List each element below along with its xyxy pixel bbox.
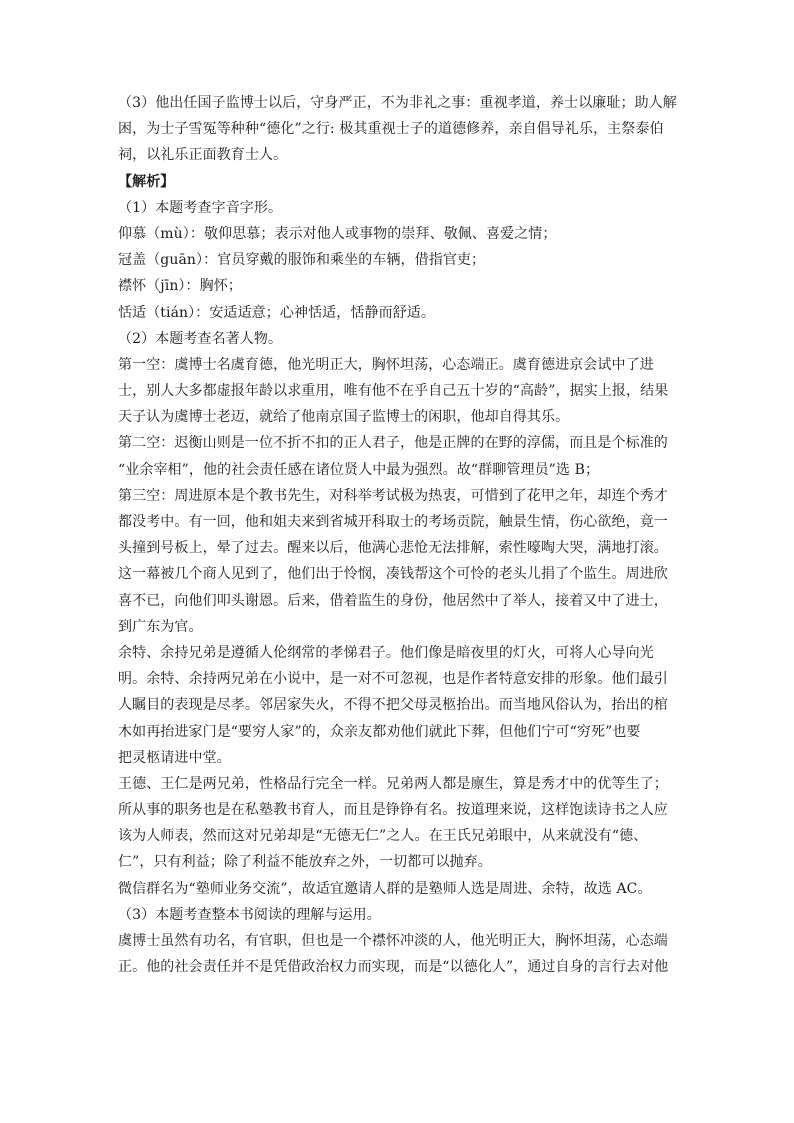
wang-brothers-line-2: 所从事的职务也是在私塾教书育人，而且是铮铮有名。按道理来说，这样饱读诗书之人应 [118, 802, 668, 819]
blank-1-line-1: 第一空：虞博士名虞育德，他光明正大，胸怀坦荡，心态端正。虞育德进京会试中了进 [118, 356, 654, 373]
answer-3-line-1: （3）他出任国子监博士以后，守身严正，不为非礼之事：重视孝道，养士以廉耻；助人解 [118, 95, 677, 111]
blank-3-line-5: 喜不已，向他们叩头谢恩。后来，借着监生的身份，他居然中了举人，接着又中了进士， [118, 592, 668, 609]
analysis-1-heading: （1）本题考查字音字形。 [118, 199, 283, 216]
analysis-2-heading: （2）本题考查名著人物。 [118, 330, 283, 347]
blank-3-line-1: 第三空：周进原本是个教书先生，对科举考试极为热衷，可惜到了花甲之年，却连个秀才 [118, 487, 668, 504]
yu-brothers-line-5: 把灵柩请进中堂。 [118, 749, 231, 766]
vocab-item-yangmu: 仰慕（mù）：敬仰思慕；表示对他人或事物的崇拜、敬佩、喜爱之情； [118, 225, 557, 242]
blank-2-line-2: “业余宰相”，他的社会责任感在诸位贤人中最为强烈。故“群聊管理员”选 B； [118, 461, 600, 478]
blank-2-line-1: 第二空：迟衡山则是一位不折不扣的正人君子，他是正牌的在野的淳儒，而且是个标准的 [118, 435, 668, 452]
analysis-3-heading: （3）本题考查整本书阅读的理解与运用。 [118, 906, 381, 923]
document-page [118, 90, 678, 980]
yu-brothers-line-3: 人瞩目的表现是尽孝。邻居家失火，不得不把父母灵柩抬出。而当地风俗认为，抬出的棺 [118, 697, 668, 714]
wang-brothers-line-1: 王德、王仁是两兄弟，性格品行完全一样。兄弟两人都是廪生，算是秀才中的优等生了； [118, 775, 668, 792]
yu-brothers-line-2: 明。余特、余持两兄弟在小说中，是一对不可忽视，也是作者特意安排的形象。他们最引 [118, 671, 668, 688]
blank-3-line-4: 这一幕被几个商人见到了，他们出于怜悯，凑钱帮这个可怜的老头儿捐了个监生。周进欣 [118, 566, 668, 583]
vocab-item-tianshi: 恬适（tián）：安适适意；心神恬适，恬静而舒适。 [118, 304, 435, 321]
blank-3-line-6: 到广东为官。 [118, 618, 203, 635]
analysis-3-line-1: 虞博士虽然有功名，有官职，但也是一个襟怀冲淡的人，他光明正大，胸怀坦荡，心态端 [118, 933, 668, 949]
blank-1-line-2: 士，别人大多都虚报年龄以求重用，唯有他不在乎自己五十岁的“高龄”，据实上报，结果 [118, 383, 669, 400]
answer-3-line-2: 困，为士子雪冤等种种“德化”之行: 极其重视士子的道德修养，亲自倡导礼乐，主祭泰伯 [118, 121, 664, 138]
analysis-3-line-2: 正。他的社会责任并不是凭借政治权力而实现，而是“以德化人”，通过自身的言行去对他 [118, 959, 669, 976]
vocab-item-jinhuai: 襟怀（jīn）：胸怀； [118, 278, 242, 295]
analysis-heading: 【解析】 [118, 173, 175, 190]
wechat-group-conclusion: 微信群名为“塾师业务交流”，故适宜邀请人群的是塾师人选是周进、余特，故选 AC。 [118, 880, 652, 897]
yu-brothers-line-1: 余特、余持兄弟是遵循人伦纲常的孝悌君子。他们像是暗夜里的灯火，可将人心导向光 [118, 644, 654, 661]
blank-3-line-2: 都没考中。有一回，他和姐夫来到省城开科取士的考场贡院，触景生情，伤心欲绝，竟一 [118, 514, 668, 530]
answer-3-line-3: 祠，以礼乐正面教育士人。 [118, 147, 288, 164]
yu-brothers-line-4: 木如再抬进家门是“要穷人家”的，众亲友都劝他们就此下葬，但他们宁可“穷死”也要 [118, 723, 641, 740]
vocab-item-guangai: 冠盖（guān）：官员穿戴的服饰和乘坐的车辆，借指官吏； [118, 252, 486, 269]
blank-3-line-3: 头撞到号板上，晕了过去。醒来以后，他满心悲怆无法排解，索性嚎啕大哭，满地打滚。 [118, 540, 668, 557]
blank-1-line-3: 天子认为虞博士老迈，就给了他南京国子监博士的闲职，他却自得其乐。 [118, 409, 570, 426]
wang-brothers-line-4: 仁”，只有利益；除了利益不能放弃之外，一切都可以抛弃。 [118, 854, 492, 871]
wang-brothers-line-3: 该为人师表，然而这对兄弟却是“无德无仁”之人。在王氏兄弟眼中，从来就没有“德、 [118, 828, 648, 845]
